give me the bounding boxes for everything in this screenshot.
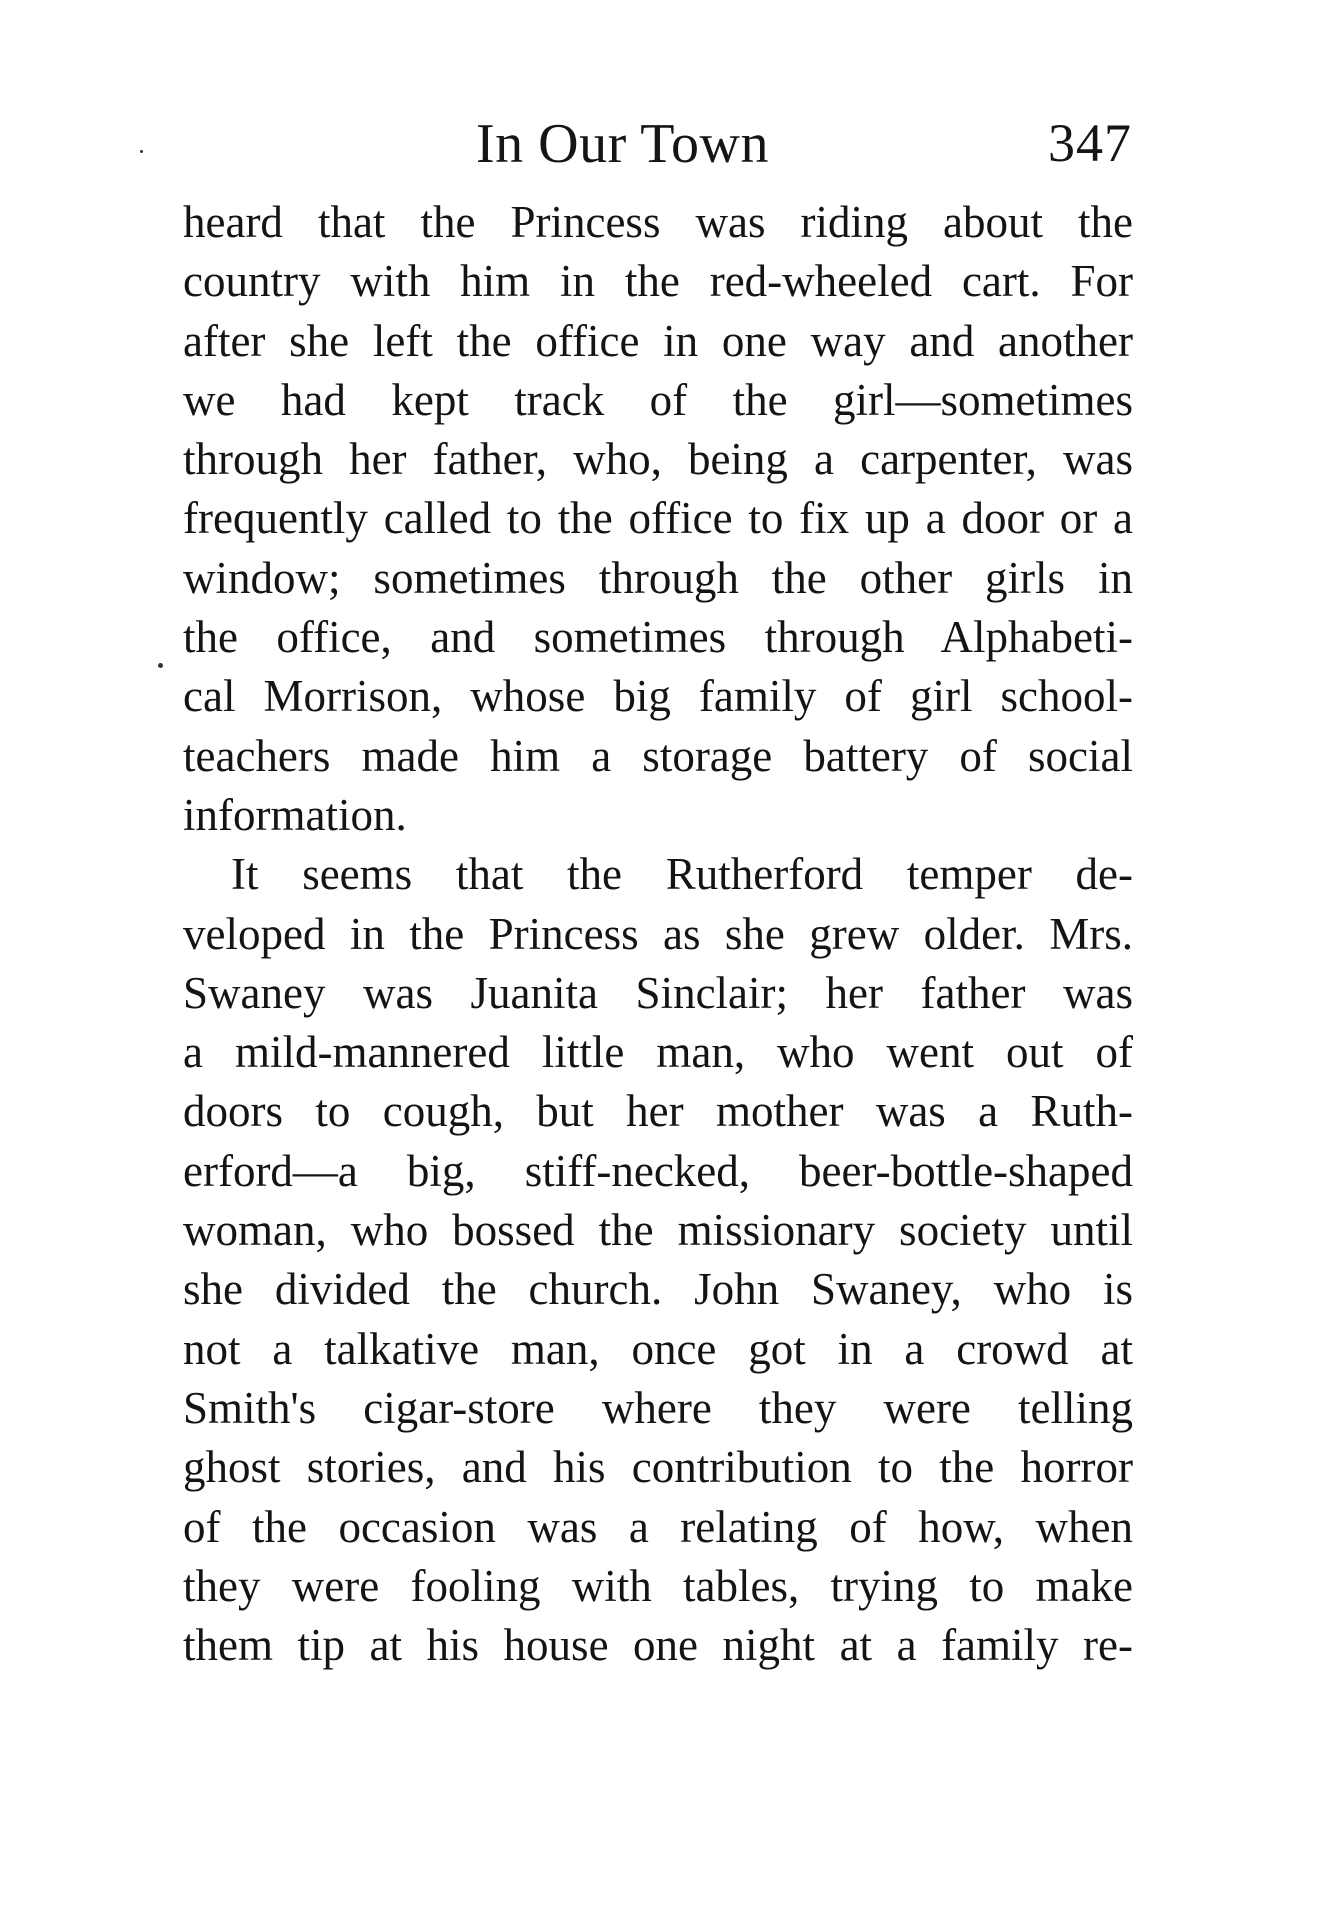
text-line: veloped in the Princess as she grew older. Mrs. [183,908,1133,959]
running-title: In Our Town [476,113,769,175]
text-line: erford—a big, stiff-necked, beer-bottle-shaped [183,1145,1133,1196]
text-line: woman, who bossed the missionary society until [183,1205,1133,1256]
text-line: Smith's cigar-store where they were telling [183,1382,1133,1433]
text-line: of the occasion was a relating of how, when [183,1501,1133,1552]
text-line: teachers made him a storage battery of social [183,730,1133,781]
text-line: through her father, who, being a carpenter, was [183,434,1133,485]
text-line: cal Morrison, whose big family of girl school- [183,671,1133,722]
text-line: country with him in the red-wheeled cart. For [183,256,1133,307]
text-line: after she left the office in one way and another [183,315,1133,366]
text-line: she divided the church. John Swaney, who is [183,1264,1133,1315]
text-line: we had kept track of the girl—sometimes [183,374,1133,425]
running-head [186,112,1132,182]
text-line: frequently called to the office to fix up a door or a [183,493,1133,544]
text-line: a mild-mannered little man, who went out of [183,1027,1133,1078]
paragraph-2 [183,845,1133,1675]
body-text [183,193,1133,1675]
text-line: window; sometimes through the other girls in [183,552,1133,603]
text-line: Swaney was Juanita Sinclair; her father was [183,967,1133,1018]
print-speck [158,663,163,668]
text-line: information. [183,789,407,840]
text-line: not a talkative man, once got in a crowd at [183,1323,1133,1374]
print-speck [140,150,143,153]
text-line: they were fooling with tables, trying to make [183,1560,1133,1611]
text-line: heard that the Princess was riding about the [183,197,1133,247]
paragraph-1 [183,193,1133,845]
page-number: 347 [1048,113,1132,173]
text-line: doors to cough, but her mother was a Ruth- [183,1086,1133,1137]
text-line: the office, and sometimes through Alphabeti- [183,612,1133,663]
text-line: ghost stories, and his contribution to the horror [183,1442,1133,1493]
text-line: It seems that the Rutherford temper de- [231,849,1133,900]
text-line: them tip at his house one night at a family re- [183,1620,1133,1671]
